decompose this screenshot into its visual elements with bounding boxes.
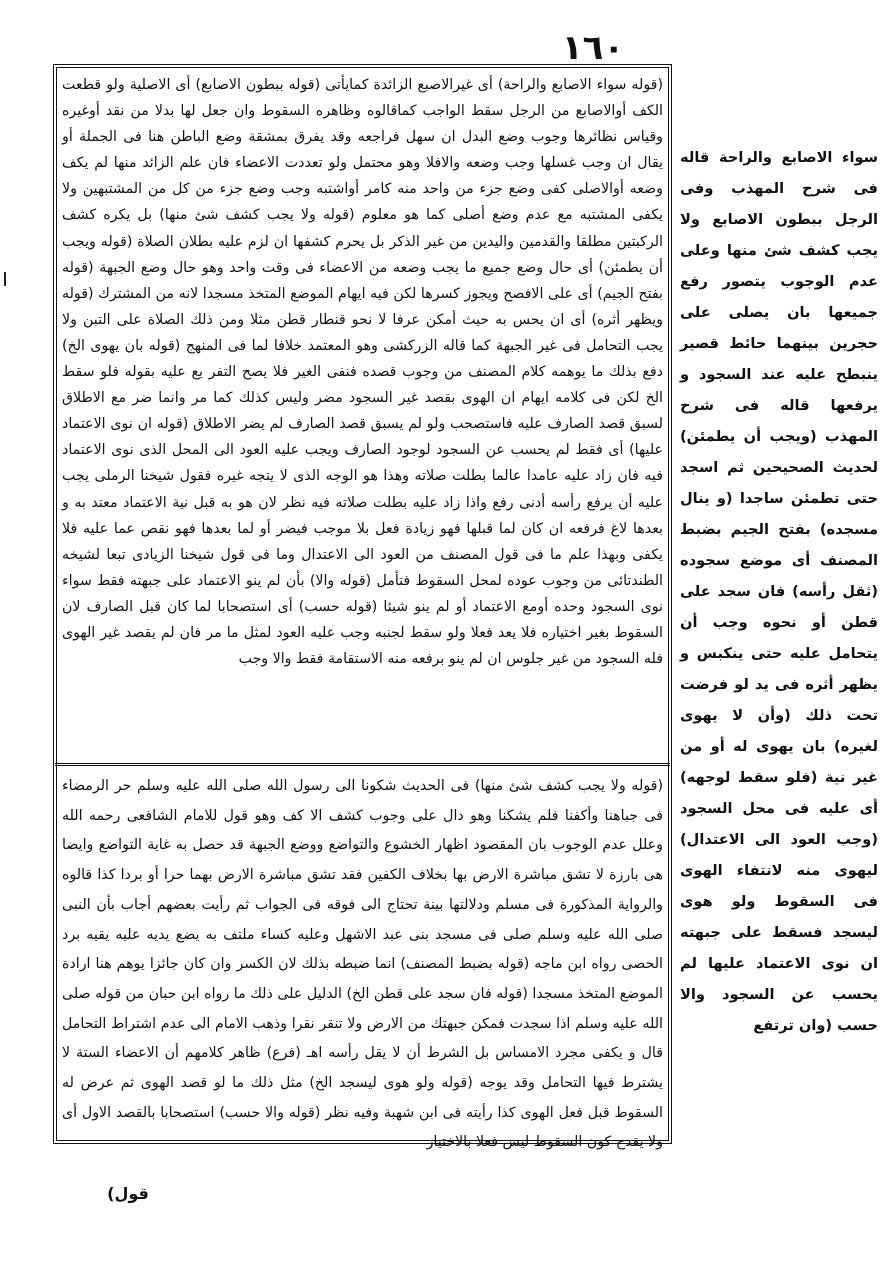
commentary-upper-text: (قوله سواء الاصابع والراحة) أى غيرالاصبع الزائدة كمايأتى (قوله ببطون الاصابع) أى الاصلية ولو قطعت الكف أوالاصابع من الرجل سقط الواجب كماقالوه وظاهره السقوط وان جعل لها بدلا من نقد أوغيره وقياس نظائرها وجوب وضع البدل ان سهل فراجعه وقد يفرق بمشقة وضع الباطن هنا فى الجملة أو يقال ان وجب غسلها وجب وضعه والافلا وهو محتمل ولو تعددت الاعضاء فان علم الزائد منها لم يكف وضعه أوالاصلى كفى وضع جزء من واحد منه كامر أواشتبه وجب وضع جزء من كل من المشتبهين ولا يكفى المشتبه مع عدم وضع أصلى كما هو معلوم (قوله ولا يجب كشف شئ منها) بل يكره كشف الركبتين مطلقا والقدمين واليدين من غير الذكر بل يحرم كشفها ان لزم عليه بطلان الصلاة (قوله ويجب أن يطمئن) أى حال وضع جميع ما يجب وضعه من الاعضاء فى وقت واحد وهو حال وضع الجبهة (قوله بفتح الجيم) أى على الافصح ويجوز كسرها لكن فيه ايهام الموضع المتخذ مسجدا لانه من المشترك (قوله ويظهر أثره) أى ان يحس به حيث أمكن عرفا لا نحو قنطار قطن مثلا ومن ذلك الصلاة على التبن ولا يجب التحامل فى غير الجبهة كما قاله الزركشى وهو المعتمد خلافا لما فى المنهج (قوله بان يهوى الخ) دفع بذلك ما يوهمه كلام المصنف من وجوب قصده فنفى الغير فلا يصح التفر يع عليه بقوله فلو سقط الخ لكن فى كلامه ايهام ان الهوى بقصد غير السجود مضر وليس كذلك كما مر وانما ضر مع الاطلاق لسبق قصد الصارف عليه فاستصحب ولو لم يسبق قصد الصارف لم يضر الاطلاق (قوله ان نوى الاعتماد عليها) أى فقط لم يحسب عن السجود لوجود الصارف ويجب عليه العود الى المحل الذى نوى الاعتماد فيه فان زاد عليه عامدا عالما بطلت صلاته وهذا هو الوجه الذى لا يتجه غيره فقول شيخنا الرملى يجب عليه أن يرفع رأسه أدنى رفع واذا زاد عليه بطلت صلاته فيه نظر لان هو به قبل نية الاعتماد معتد به و بعدها لاغ فرفعه ان كان لما قبلها فهو زيادة فعل بلا موجب فيضر أو لما بعدها فهو نقص عما عليه فلا يكفى وبهذا علم ما فى قول المصنف من العود الى الاعتدال وما فى قول شيخنا الزيادى تبعا لشيخه الطندتائى من وجوب عوده لمحل السقوط فتأمل (قوله والا) بأن لم ينو الاعتماد على جبهته فقط سواء نوى السجود وحده أومع الاعتماد أو لم ينو شيئا (قوله حسب) أى استصحابا لما كان قبل الصارف لان السقوط بغير اختياره فلا يعد فعلا ولو سقط لجنبه وجب عليه العود لمثل ما مر فان لم يقصد غير الهوى فله السجود من غير جلوس ان لم ينو برفعه منه الاستقامة فقط والا وجب (62, 77, 663, 668)
main-text: سواء الاصابع والراحة قاله فى شرح المهذب وفى الرجل ببطون الاصابع ولا يجب كشف شئ منها وعلى عدم الوجوب يتصور رفع جميعها بان يصلى على حجرين بينهما حائط قصير ينبطح عليه عند السجود و يرفعها قاله فى شرح المهذب (ويجب أن يطمئن) لحديث الصحيحين ثم اسجد حتى تطمئن ساجدا (و ينال مسجده) بفتح الجيم بضبط المصنف أى موضع سجوده (ثقل رأسه) فان سجد على قطن أو نحوه وجب أن يتحامل عليه حتى ينكبس و يظهر أثره فى يد لو فرضت تحت ذلك (وأن لا يهوى لغيره) بان يهوى له أو من غير نية (فلو سقط لوجهه) أى عليه فى محل السجود (وجب العود الى الاعتدال) ليهوى منه لانتفاء الهوى فى السقوط ولو هوى ليسجد فسقط على جبهته ان نوى الاعتماد عليها لم يحسب عن السجود والا حسب (وان ترتفع (680, 149, 878, 1034)
page-number: ١٦٠ (561, 28, 625, 68)
margin-mark (4, 272, 12, 286)
commentary-divider (55, 763, 670, 766)
catchword: (قول (107, 1184, 149, 1203)
commentary-upper (62, 72, 663, 758)
main-text-column (680, 142, 878, 1034)
commentary-lower-text: (قوله ولا يجب كشف شئ منها) فى الحديث شكونا الى رسول الله صلى الله عليه وسلم حر الرمضاء فى جباهنا وأكفنا فلم يشكنا وهو دال على وجوب كشف الا كف وهو قول للامام الشافعى رحمه الله وعلل عدم الوجوب بان المقصود اظهار الخشوع والتواضع ووضع الجبهة قد حصل به غاية التواضع وايضا هى بارزة لا تشق مباشرة الارض بها بخلاف الكفين فقد تشق مباشرة الارض بهما حرا أو بردا كذا قالوه والرواية المذكورة فى مسلم ودلالتها بينة تحتاج الى فوقه فى الجواب ثم رأيت بعضهم أجاب بأن النبى صلى الله عليه وسلم صلى فى مسجد بنى عبد الاشهل وعليه كساء ملتف به يضع يديه عليه يقيه برد الحصى رواه ابن ماجه (قوله بضبط المصنف) انما ضبطه بذلك لان الكسر وان كان جائزا يوهم هنا ارادة الموضع المتخذ مسجدا (قوله فان سجد على قطن الخ) الدليل على ذلك ما رواه ابن حبان من قوله صلى الله عليه وسلم اذا سجدت فمكن جبهتك من الارض ولا تنقر نقرا وذهب الامام الى عدم اشتراط التحامل قال و يكفى مجرد الامساس بل الشرط أن لا يقل رأسه اهـ (فرع) ظاهر كلامهم أن الاعضاء الستة لا يشترط فيها التحامل وقد يوجه (قوله ولو هوى ليسجد الخ) مثل ذلك ما لو قصد الهوى ثم عرض له السقوط قبل فعل الهوى كذا رأيته فى ابن شهبة وفيه نظر (قوله والا حسب) استصحابا بالقصد الاول أى ولا يقدح كون السقوط ليس فعلا بالاختيار (62, 778, 663, 1151)
commentary-lower (62, 772, 663, 1151)
